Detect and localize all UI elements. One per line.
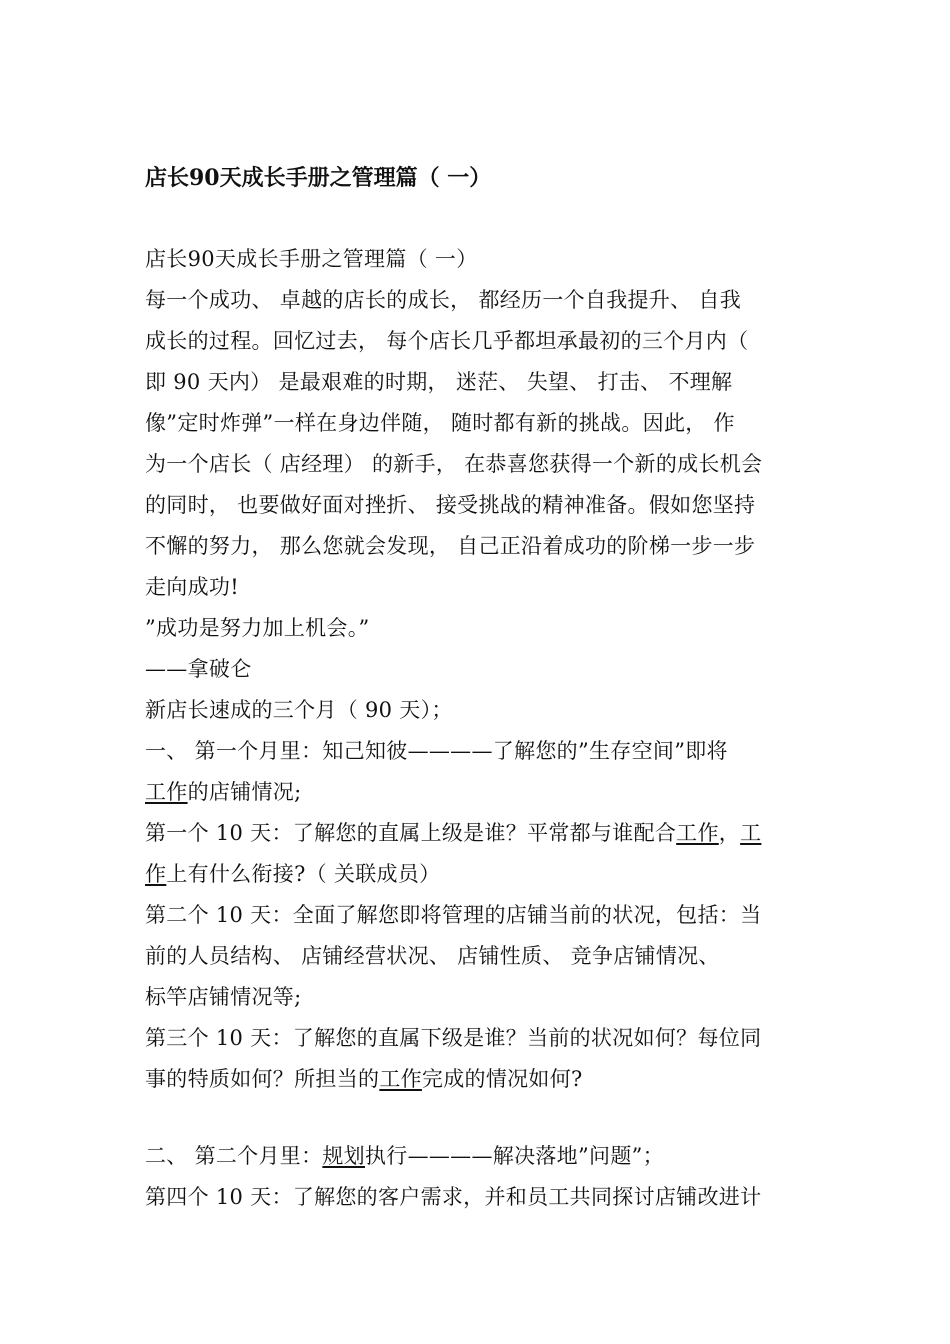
paragraph-line: 的同时， 也要做好面对挫折、 接受挑战的精神准备。假如您坚持	[145, 493, 756, 517]
month-one-heading: 一、 第一个月里：知己知彼————了解您的”生存空间”即将	[145, 739, 728, 763]
month-one-heading-cont	[145, 776, 301, 808]
work-link[interactable]: 工	[740, 821, 762, 845]
paragraph-line: 每一个成功、 卓越的店长的成长， 都经历一个自我提升、 自我	[145, 288, 742, 312]
paragraph-line: 为一个店长（ 店经理） 的新手， 在恭喜您获得一个新的成长机会	[145, 452, 763, 476]
paragraph-line: 成长的过程。回忆过去， 每个店长几乎都坦承最初的三个月内（	[145, 329, 749, 353]
day-20-line: 第二个 10 天：全面了解您即将管理的店铺当前的状况，包括：当	[145, 903, 762, 927]
plan-link[interactable]: 规划	[322, 1144, 365, 1168]
paragraph-line: 不懈的努力， 那么您就会发现， 自己正沿着成功的阶梯一步一步	[145, 534, 756, 558]
line-text: 事的特质如何？所担当的	[145, 1067, 380, 1091]
day-20-line-cont: 前的人员结构、 店铺经营状况、 店铺性质、 竞争店铺情况、	[145, 944, 720, 968]
paragraph-line: 即 90 天内） 是最艰难的时期， 迷茫、 失望、 打击、 不理解	[145, 370, 733, 394]
paragraph-line: 走向成功!	[145, 575, 239, 599]
line-text: 二、 第二个月里：	[145, 1144, 323, 1168]
quote-author: ——拿破仑	[145, 657, 252, 681]
work-link[interactable]: 工作	[145, 780, 188, 804]
paragraph-line: 像”定时炸弹”一样在身边伴随， 随时都有新的挑战。因此， 作	[145, 411, 735, 435]
quote-line: ”成功是努力加上机会。”	[145, 616, 370, 640]
day-10-line	[145, 817, 761, 849]
work-link[interactable]: 工作	[676, 821, 719, 845]
line-text: 完成的情况如何?	[421, 1067, 583, 1091]
day-30-line: 第三个 10 天：了解您的直属下级是谁？当前的状况如何？每位同	[145, 1026, 762, 1050]
work-link[interactable]: 作	[145, 862, 167, 886]
day-10-line-cont	[145, 858, 440, 890]
line-text: 上有什么衔接?（ 关联成员）	[166, 862, 441, 886]
day-40-line: 第四个 10 天：了解您的客户需求，并和员工共同探讨店铺改进计	[145, 1185, 762, 1209]
line-text: 第一个 10 天：了解您的直属上级是谁？平常都与谁配合	[145, 821, 677, 845]
line-text: 的店铺情况;	[187, 780, 302, 804]
subtitle-line: 店长90天成长手册之管理篇（ 一）	[145, 247, 478, 271]
line-text: 执行————解决落地”问题”；	[364, 1144, 664, 1168]
day-30-line-cont	[145, 1063, 583, 1095]
work-link[interactable]: 工作	[379, 1067, 422, 1091]
section-heading: 新店长速成的三个月（ 90 天）；	[145, 698, 453, 722]
day-20-line-cont: 标竿店铺情况等;	[145, 985, 302, 1009]
line-text: ，	[718, 821, 741, 845]
month-two-heading	[145, 1140, 664, 1172]
document-title: 店长90天成长手册之管理篇（ 一）	[145, 165, 492, 191]
